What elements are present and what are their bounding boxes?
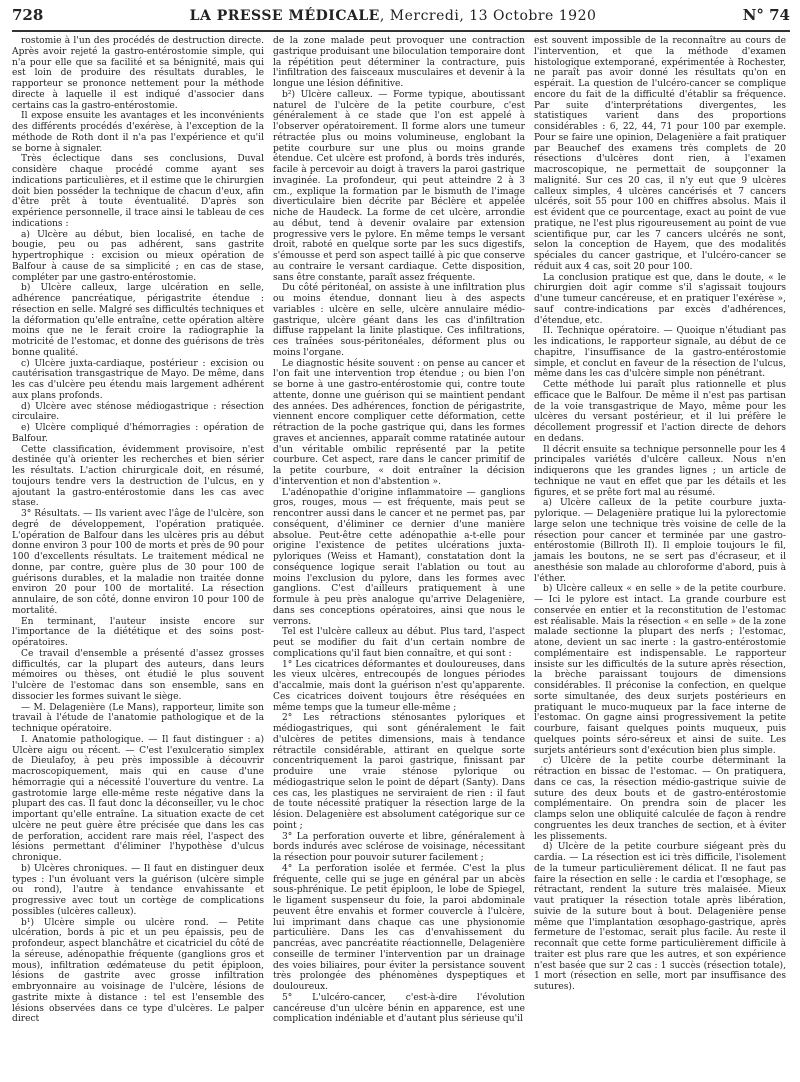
paragraph: Du côté péritonéal, on assiste à une infiltration plus ou moins étendue, donnant lieu à des aspects variables : ulcère en selle, ulcère annulaire médio-gastrique, ulcère géant dans les cas d'infiltration diffuse rappelant la linite plastique. Ces infiltrations, ces traînées sous-péritonéales, déforment plus ou moins l'organe. — [273, 283, 525, 358]
page-number: 728 — [12, 6, 44, 24]
paragraph: b) Ulcères chroniques. — Il faut en distinguer deux types : l'un évoluant vers la guérison (ulcère simple ou rond), l'autre à tendance envahissante et progressive avec tout un cortège de complications possibles (ulcères calleux). — [12, 863, 264, 917]
paragraph: Ce travail d'ensemble a présenté d'assez grosses difficultés, car la plupart des auteurs, dans leurs mémoires ou thèses, ont étudié le plus souvent l'ulcère de l'estomac dans son ensemble, sans en dissocier les formes suivant le siège. — [12, 648, 264, 702]
paragraph: rostomie à l'un des procédés de destruction directe. Après avoir rejeté la gastro-entérostomie simple, qui n'a pour elle que sa facilité et sa bénignité, mais qui est loin de produire des résultats durables, le rapporteur se prononce nettement pour la méthode directe à laquelle il est indiqué d'associer dans certains cas la gastro-entérostomie. — [12, 36, 264, 111]
paragraph: Cette méthode lui paraît plus rationnelle et plus efficace que le Balfour. De même il n'est pas partisan de la voie transgastrique de Mayo, même pour les ulcères du versant postérieur, et il lui préfère le décollement progressif et l'action directe de dehors en dedans. — [534, 380, 786, 444]
paragraph: La conclusion pratique est que, dans le doute, « le chirurgien doit agir comme s'il s'agissait toujours d'une tumeur cancéreuse, et en pratiquer l'exérèse », sauf contre-indications par excès d'adhérences, d'étendue, etc. — [534, 272, 786, 326]
paragraph: b) Ulcère calleux, large ulcération en selle, adhérence pancréatique, périgastrite étendue : résection en selle. Malgré ses difficultés techniques et la déformation qu'elle entraîne, cette opération altère moins que ne le ferait croire la radiographie la motricité de l'estomac, et donne des guérisons de très bonne qualité. — [12, 283, 264, 358]
paragraph: 4° La perforation isolée et fermée. C'est la plus fréquente, celle qui se juge en général par un abcès sous-phrénique. Le petit épiploon, le lobe de Spiegel, le ligament suspenseur du foie, la paroi abdominale peuvent être envahis et former couvercle à l'ulcère, lui imprimant dans chaque cas une physionomie particulière. Dans les cas d'envahissement du pancréas, avec pancréatite réactionnelle, Delagenière conseille de terminer l'intervention par un drainage des voies biliaires, pour éviter la persistance souvent très prolongée des phénomènes dyspeptiques et douloureux. — [273, 863, 525, 992]
paragraph: 3° La perforation ouverte et libre, généralement à bords indurés avec sclérose de voisinage, nécessitant la résection pour pouvoir suturer facilement ; — [273, 831, 525, 863]
paragraph: I. Anatomie pathologique. — Il faut distinguer : a) Ulcère aigu ou récent. — C'est l'exulceratio simplex de Dieulafoy, à peu près impossible à découvrir macroscopiquement, mais qui en cause d'une hémorragie qui a nécessité l'ouverture du ventre. La gastrotomie large elle-même reste négative dans la plupart des cas. Il faut donc la déconseiller, vu le choc important qu'elle entraîne. La situation exacte de cet ulcère ne peut guère être précisée que dans les cas de perforation, accident rare mais réel, l'aspect des lésions permettant d'éliminer l'hypothèse d'ulcus chronique. — [12, 734, 264, 863]
paragraph: b²) Ulcère calleux. — Forme typique, aboutissant naturel de l'ulcère de la petite courbure, c'est généralement à ce stade que l'on est appelé à l'observer opératoirement. Il forme alors une tumeur rétractée plus ou moins volumineuse, englobant la petite courbure sur une plus ou moins grande étendue. Cet ulcère est profond, à bords très indurés, facile à percevoir au doigt à travers la paroi gastrique invaginée. La profondeur, qui peut atteindre 2 à 3 cm., explique la formation par le bismuth de l'image diverticulaire bien décrite par Béclère et appelée niche de Haudeck. La forme de cet ulcère, arrondie au début, tend à devenir ovalaire par extension progressive vers le pylore. En même temps le versant droit, raboté en quelque sorte par les sucs digestifs, s'émousse et perd son aspect taillé à pic que conserve au contraire le versant cardiaque. Cette disposition, sans être constante, paraît assez fréquente. — [273, 89, 525, 283]
paragraph: 1° Les cicatrices déformantes et douloureuses, dans les vieux ulcères, entrecoupés de longues périodes d'accalmie, mais dont la guérison n'est qu'apparente. Ces cicatrices doivent toujours être réséquées en même temps que la tumeur elle-même ; — [273, 659, 525, 713]
paragraph: 2° Les rétractions sténosantes pyloriques et médiogastriques, qui sont généralement le fait d'ulcères de petites dimensions, mais à tendance rétractile considérable, attirant en quelque sorte concentriquement la paroi gastrique, finissant par produire une vraie sténose pylorique ou médiogastrique selon le point de départ (Santy). Dans ces cas, les plastiques ne serviraient de rien : il faut de toute nécessité pratiquer la résection large de la lésion. Delagenière est absolument catégorique sur ce point ; — [273, 713, 525, 831]
paragraph: c) Ulcère juxta-cardiaque, postérieur : excision ou cautérisation transgastrique de Mayo. De même, dans les cas d'ulcère peu étendu mais largement adhérent aux plans profonds. — [12, 358, 264, 401]
column-3 — [534, 36, 786, 1082]
paragraph: Il décrit ensuite sa technique personnelle pour les 4 principales variétés d'ulcère calleux. Nous n'en indiquerons que les grandes lignes ; un article de technique ne vaut en effet que par les détails et les figures, et se prête fort mal au résumé. — [534, 444, 786, 498]
paragraph: e) Ulcère compliqué d'hémorragies : opération de Balfour. — [12, 423, 264, 444]
paragraph: Tel est l'ulcère calleux au début. Plus tard, l'aspect peut se modifier du fait d'un certain nombre de complications qu'il faut bien connaître, et qui sont : — [273, 627, 525, 659]
paragraph: d) Ulcère avec sténose médiogastrique : résection circulaire. — [12, 401, 264, 423]
journal-name: LA PRESSE MÉDICALE — [189, 8, 380, 24]
paragraph: 3° Résultats. — Ils varient avec l'âge de l'ulcère, son degré de développement, l'opération pratiquée. L'opération de Balfour dans les ulcères pris au début donne environ 3 pour 100 de morts et près de 90 pour 100 d'excellents résultats. Le traitement médical ne donne, par contre, guère plus de 30 pour 100 de guérisons durables, et la maladie non traitée donne environ 20 pour 100 de mortalité. La résection annulaire, de son côté, donne environ 10 pour 100 de mortalité. — [12, 509, 264, 616]
column-2 — [273, 36, 525, 1082]
paragraph: b¹) Ulcère simple ou ulcère rond. — Petite ulcération, bords à pic et un peu épaissis, peu de profondeur, aspect blanchâtre et cicatriciel du côté de la séreuse, adénopathie fréquente (ganglions gros et mous), infiltration œdémateuse du petit épiploon, lésions de gastrite avec grosse infiltration embryonnaire au voisinage de l'ulcère, lésions de gastrite mixte à distance : tel est l'ensemble des lésions observées dans ce type d'ulcères. Le palper direct — [12, 917, 264, 1025]
paragraph: En terminant, l'auteur insiste encore sur l'importance de la diététique et des soins post-opératoires. — [12, 616, 264, 648]
paragraph: b) Ulcère calleux « en selle » de la petite courbure. — Ici le pylore est intact. La grande courbure est conservée en entier et la reconstitution de l'estomac est réalisable. Mais la résection « en selle » de la zone malade sectionne la plupart des nerfs ; l'estomac, atone, devient un sac inerte : la gastro-entérostomie complémentaire est indispensable. Le rapporteur insiste sur les difficultés de la suture après résection, la brèche paraissant toujours de dimensions considérables. Il préconise la confection, en quelque sorte simultanée, des deux surjets postérieurs en pratiquant le muco-muqueux par la face interne de l'estomac. On gagne ainsi progressivement la petite courbure, faisant quelques points muqueux, puis quelques points séro-séreux et ainsi de suite. Les surjets antérieurs sont d'exécution bien plus simple. — [534, 584, 786, 756]
paragraph: Très éclectique dans ses conclusions, Duval considère chaque procédé comme ayant ses indications particulières, et il estime que le chirurgien doit bien posséder la technique de chacun d'eux, afin d'être prêt à toute éventualité. D'après son expérience personnelle, il trace ainsi le tableau de ces indications : — [12, 154, 264, 229]
issue-number: N° 74 — [742, 6, 790, 24]
paragraph: Le diagnostic hésite souvent : on pense au cancer et l'on fait une intervention trop étendue ; ou bien l'on se borne à une gastro-entérostomie qui, contre toute attente, donne une guérison qui se maintient pendant des années. Des adhérences, fonction de périgastrite, viennent encore compliquer cette déformation, cette rétraction de la poche gastrique qui, dans les formes graves et anciennes, apparaît comme ratatinée autour d'un véritable ombilic représenté par la petite courbure. Cet aspect, rare dans le cancer primitif de la petite courbure, « doit entraîner la décision d'intervention et non d'abstention ». — [273, 358, 525, 487]
paragraph: — M. Delagenière (Le Mans), rapporteur, limite son travail à l'étude de l'anatomie pathologique et de la technique opératoire. — [12, 702, 264, 734]
page-header — [12, 6, 790, 32]
paragraph: a) Ulcère au début, bien localisé, en tache de bougie, peu ou pas adhérent, sans gastrite hypertrophique : excision ou mieux opération de Balfour à cause de sa simplicité ; en cas de stase, compléter par une gastro-entérostomie. — [12, 229, 264, 283]
paragraph: Cette classification, évidemment provisoire, n'est destinée qu'à orienter les recherches et bien sérier les résultats. L'action chirurgicale doit, en résumé, toujours tendre vers la destruction de l'ulcus, en y ajoutant la gastro-entérostomie dans les cas avec stase. — [12, 444, 264, 509]
paragraph: d) Ulcère de la petite courbure siégeant près du cardia. — La résection est ici très difficile, l'isolement de la tumeur particulièrement délicat. Il ne faut pas faire la résection en selle : le cardia et l'œsophage, se rétractant, rendent la suture très malaisée. Mieux vaut pratiquer la résection totale après libération, suivie de la suture bout à bout. Delagenière pense même que l'implantation œsophago-gastrique, après fermeture de l'estomac, serait plus facile. Au reste il reconnaît que cette forme particulièrement difficile à traiter est plus rare que les autres, et son expérience n'est basée que sur 2 cas : 1 succès (résection totale), 1 mort (résection en selle, mort par insuffisance des sutures). — [534, 842, 786, 992]
text-columns — [12, 36, 790, 1082]
paragraph: est souvent impossible de la reconnaître au cours de l'intervention, et que la méthode d'examen histologique extemporané, expérimentée à Rochester, ne paraît pas avoir donné les résultats qu'on en espérait. La question de l'ulcéro-cancer se complique encore du fait de la difficulté d'établir sa fréquence. Par suite d'interprétations divergentes, les statistiques varient dans des proportions considérables : 6, 22, 44, 71 pour 100 par exemple. Pour se faire une opinion, Delagenière a fait pratiquer par Beauchef des examens très complets de 20 résections d'ulcères dont rien, à l'examen macroscopique, ne permettait de soupçonner la malignité. Sur ces 20 cas, il n'y eut que 9 ulcères calleux simples, 4 ulcères cancérisés et 7 cancers ulcérés, soit 55 pour 100 en chiffres absolus. Mais il est évident que ce pourcentage, exact au point de vue pratique, ne l'est plus rigoureusement au point de vue scientifique pur, car les 7 cancers ulcérés ne sont, selon la conception de Hayem, que des modalités spéciales du cancer gastrique, et l'ulcéro-cancer se réduit aux 4 cas, soit 20 pour 100. — [534, 36, 786, 272]
paragraph: 5° L'ulcéro-cancer, c'est-à-dire l'évolution cancéreuse d'un ulcère bénin en apparence, est une complication indéniable et d'autant plus sérieuse qu'il — [273, 992, 525, 1025]
column-1 — [12, 36, 264, 1082]
paragraph: c) Ulcère de la petite courbe déterminant la rétraction en bissac de l'estomac. — On pratiquera, dans ce cas, la résection médio-gastrique suivie de suture des deux bouts et de gastro-entérostomie complémentaire. On prendra soin de placer les clamps selon une obliquité calculée de façon à rendre congruentes les deux tranches de section, et à éviter les plissements. — [534, 756, 786, 842]
paragraph: de la zone malade peut provoquer une contraction gastrique produisant une biloculation temporaire dont la répétition peut déterminer la contracture, puis l'infiltration des faisceaux musculaires et devenir à la longue une lésion définitive. — [273, 36, 525, 89]
paragraph: L'adénopathie d'origine inflammatoire — ganglions gros, rouges, mous — est fréquente, mais peut se rencontrer aussi dans le cancer et ne permet pas, par conséquent, d'éliminer ce dernier d'une manière absolue. Peut-être cette adénopathie a-t-elle pour origine l'existence de petites ulcérations juxta-pyloriques (Weiss et Hamant), constatation dont la conséquence logique serait l'ablation ou tout au moins l'exclusion du pylore, dans les formes avec ganglions. C'est d'ailleurs pratiquement à une formule à peu près analogue qu'arrive Delagenière, dans ses conceptions opératoires, ainsi que nous le verrons. — [273, 487, 525, 627]
running-title — [190, 8, 597, 24]
issue-date: , Mercredi, 13 Octobre 1920 — [379, 8, 597, 24]
paragraph: Il expose ensuite les avantages et les inconvénients des différents procédés d'exérèse, à l'exception de la méthode de Roth dont il n'a pas l'expérience et qu'il se borne à signaler. — [12, 111, 264, 154]
paragraph: a) Ulcère calleux de la petite courbure juxta-pylorique. — Delagenière pratique lui la pylorectomie large selon une technique très voisine de celle de la résection pour cancer et terminée par une gastro-entérostomie (Billroth II). Il emploie toujours le fil, jamais les boutons, ne se sert pas d'écraseur, et il anesthésie son malade au chloroforme d'abord, puis à l'éther. — [534, 498, 786, 584]
paragraph: II. Technique opératoire. — Quoique n'étudiant pas les indications, le rapporteur signale, au début de ce chapitre, l'insuffisance de la gastro-entérostomie simple, et conclut en faveur de la résection de l'ulcus, même dans les cas d'ulcère simple non pénétrant. — [534, 326, 786, 380]
